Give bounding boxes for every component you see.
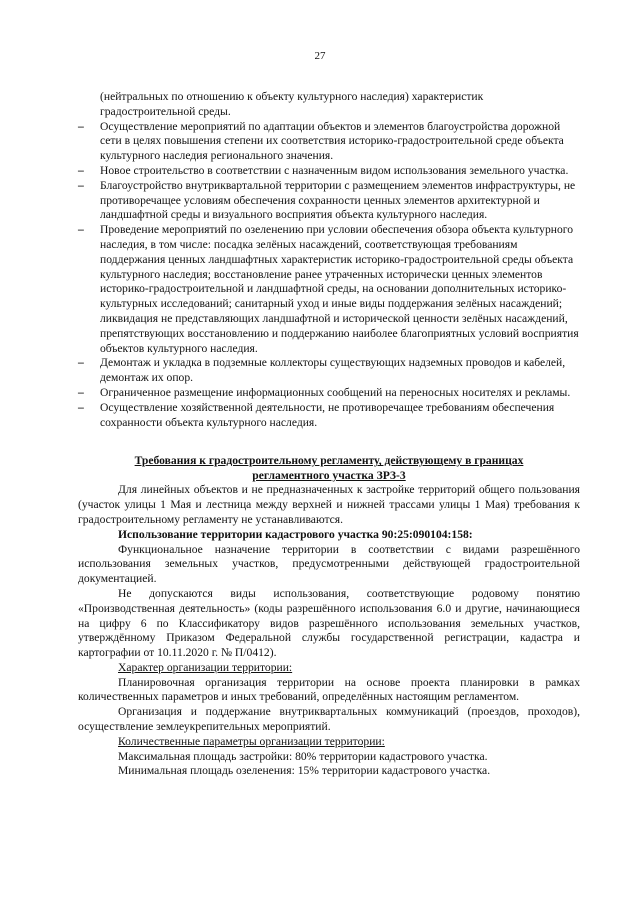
dash-bullet: – [78,163,84,177]
list-item-text: Осуществление мероприятий по адаптации объектов и элементов благоустройства дорожной сети в целях повышения степени их соответствия историко-градостроительной среде объекта культурного наследия регионального значения. [100,119,564,163]
dash-bullet: – [78,178,84,192]
section-heading [78,453,580,483]
intro-paragraph: (нейтральных по отношению к объекту культурного наследия) характеристик градостроительной среды. [100,90,484,118]
dash-bullet: – [78,356,84,370]
list-item [78,401,580,431]
list-item-text: Проведение мероприятий по озеленению при условии обеспечения обзора объекта культурного наследия, в том числе: посадка зелёных насаждений, соответствующая требованиям поддержания ценных ландшафтных характеристик историко-градостроительной среды объекта культурного наследия; восстановление ранее утраченных исторически ценных элементов историко-градостроительной и ландшафтной среды, на основании дополнительных историко-культурных исследований; санитарный уход и иные виды поддержания зелёных насаждений; ликвидация не представляющих ландшафтной и исторической ценности зелёных насаждений, препятствующих восстановлению и поддержанию наиболее благоприятных условий восприятия объектов культурного наследия. [100,223,579,355]
list-item [78,120,580,164]
linear-objects-paragraph: Для линейных объектов и не предназначенных к застройке территорий общего пользования (участок улицы 1 Мая и лестница между верхней и нижней трассами улицы 1 Мая) требования к градостроительному регламенту не устанавливаются. [78,483,580,526]
min-greening-area: Минимальная площадь озеленения: 15% территории кадастрового участка. [118,764,491,778]
list-item-text: Ограниченное размещение информационных сообщений на переносных носителях и рекламы. [100,385,571,399]
list-item [78,179,580,223]
planning-paragraph: Планировочная организация территории на основе проекта планировки в рамках количественных параметров и иных требований, определённых настоящим регламентом. [78,675,580,704]
list-item-text: Осуществление хозяйственной деятельности, не противоречащее требованиям обеспечения сохранности объекта культурного наследия. [100,400,555,429]
page-number: 27 [314,50,326,62]
functional-purpose-paragraph: Функциональное назначение территории в соответствии с видами разрешённого использования земельных участков, предусмотренными действующей градостроительной документацией. [78,542,580,586]
territory-character-heading [78,661,580,676]
section-heading-line-1: Требования к градостроительному регламенту, действующему в границах [134,454,524,468]
list-item-text: Благоустройство внутриквартальной территории с размещением элементов инфраструктуры, не противоречащее условиям обеспечения сохранности ценных элементов архитектурной и ландшафтной среды и визуального восприятия объекта культурного наследия. [100,178,576,222]
communications-paragraph: Организация и поддержание внутриквартальных коммуникаций (проездов, проходов), осуществление землеукрепительных мероприятий. [78,705,580,734]
max-building-area: Максимальная площадь застройки: 80% территории кадастрового участка. [118,749,488,763]
list-item-text: Новое строительство в соответствии с назначенным видом использования земельного участка. [100,163,569,177]
page-content [78,90,580,779]
quantitative-parameters-heading-text: Количественные параметры организации территории: [118,734,385,748]
prohibited-uses-paragraph: Не допускаются виды использования, соответствующие родовому понятию «Производственная деятельность» (коды разрешённого использования 6.0 и другие, начинающиеся на цифру 6 по Классификатору видов разрешённого использования земельных участков, утверждённому Приказом Федеральной службы государственной регистрации, кадастра и картографии от 10.11.2020 г. № П/0412). [78,586,580,660]
list-item [78,164,580,179]
cadastral-plot-heading: Использование территории кадастрового участка 90:25:090104:158: [118,527,473,541]
territory-character-heading-text: Характер организации территории: [118,660,293,674]
section-heading-line-2: регламентного участка ЗРЗ-3 [252,469,406,483]
dash-bullet: – [78,119,84,133]
list-item-text: Демонтаж и укладка в подземные коллекторы существующих надземных проводов и кабелей, демонтаж их опор. [100,356,566,385]
list-item [78,356,580,386]
dash-bullet: – [78,223,84,237]
list-item [78,223,580,356]
dash-bullet: – [78,400,84,414]
dash-bullet: – [78,385,84,399]
list-item [78,386,580,401]
quantitative-parameters-heading [78,735,580,750]
bullet-list [78,120,580,431]
